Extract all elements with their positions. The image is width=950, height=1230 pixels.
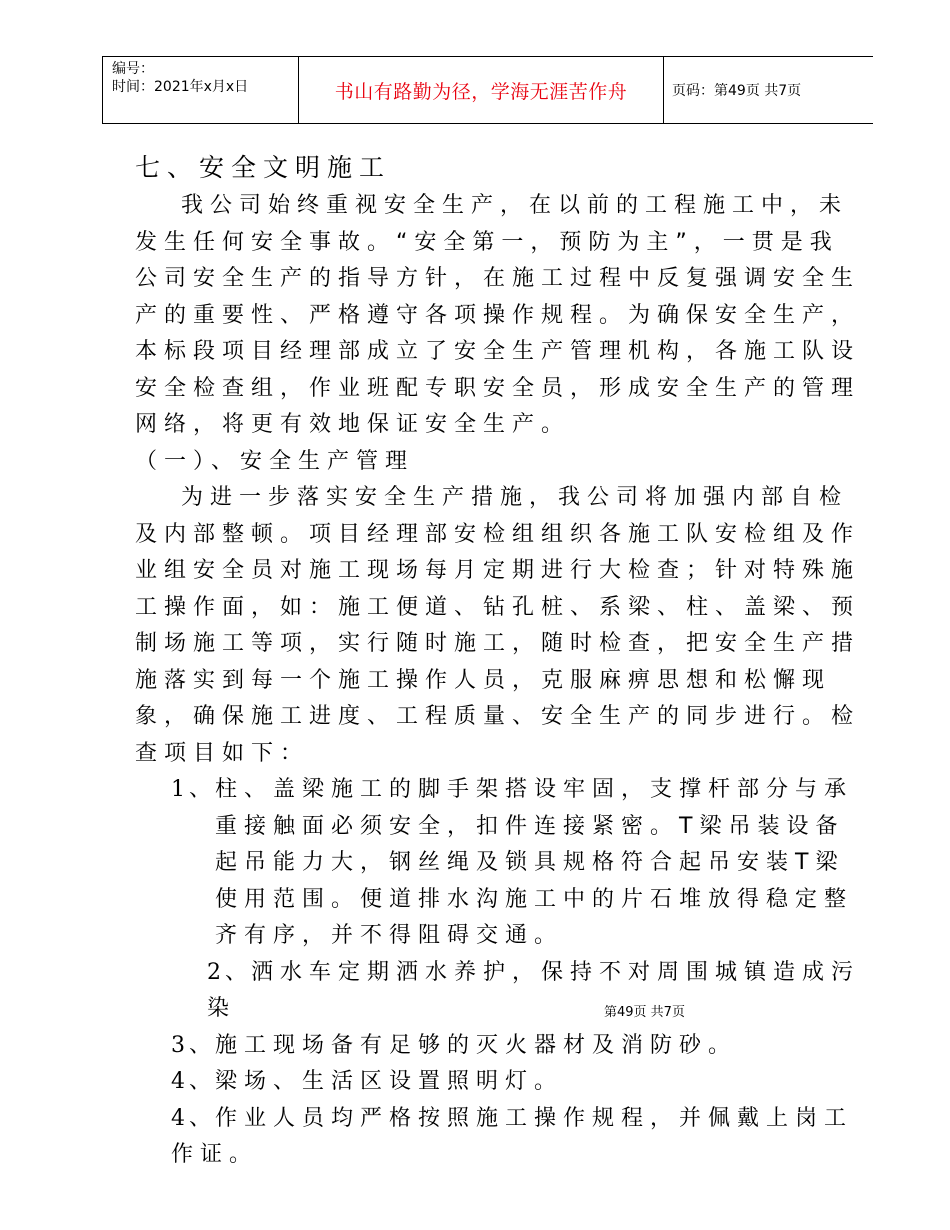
management-paragraph: 为进一步落实安全生产措施，我公司将加强内部自检及内部整顿。项目经理部安检组组织各施工队安检组及作业组安全员对施工现场每月定期进行大检查；针对特殊施工操作面，如：施工便道、钻孔桩、系梁、柱、盖梁、预制场施工等项，实行随时施工，随时检查，把安全生产措施落实到每一个施工操作人员，克服麻痹思想和松懈现象，确保施工进度、工程质量、安全生产的同步进行。检查项目如下： [135, 485, 861, 766]
list-item [135, 772, 860, 955]
list-item-text: 洒水车定期洒水养护，保持不对周围城镇造成污染 [207, 959, 861, 1021]
document-body [135, 148, 860, 1174]
time-label: 时间：2021年x月x日 [112, 79, 249, 95]
list-item-number: 2、 [207, 959, 251, 985]
footer-page-number: 第49页 共7页 [604, 1005, 685, 1020]
section-title: 七、安全文明施工 [135, 153, 392, 182]
code-label: 编号： [112, 61, 154, 77]
header-page-info: 页码：第49页 共7页 [672, 83, 802, 99]
subsection-title: （一）、安全生产管理 [135, 448, 415, 474]
list-item-number: 4、 [171, 1105, 215, 1131]
list-item [135, 1028, 860, 1065]
header-motto: 书山有路勤为径，学海无涯苦作舟 [299, 57, 664, 123]
list-item-number: 1、 [171, 777, 215, 802]
list-item [135, 955, 860, 1028]
list-item [135, 1101, 860, 1174]
list-item-text: 作业人员均严格按照施工操作规程，并佩戴上岗工作证。 [171, 1105, 854, 1167]
list-item-number: 4、 [171, 1069, 215, 1094]
header-table [102, 56, 873, 124]
intro-paragraph: 我公司始终重视安全生产，在以前的工程施工中，未发生任何安全事故。“安全第一，预防为主”，一贯是我公司安全生产的指导方针，在施工过程中反复强调安全生产的重要性、严格遵守各项操作规程。为确保安全生产，本标段项目经理部成立了安全生产管理机构，各施工队设安全检查组，作业班配专职安全员，形成安全生产的管理网络，将更有效地保证安全生产。 [135, 193, 861, 437]
list-item-text: 施工现场备有足够的灭火器材及消防砂。 [215, 1032, 738, 1058]
list-item [135, 1064, 860, 1101]
list-item-number: 3、 [171, 1032, 215, 1058]
list-item-text: 梁场、生活区设置照明灯。 [215, 1069, 564, 1094]
header-meta [103, 57, 299, 123]
list-item-text: 柱、盖梁施工的脚手架搭设牢固，支撑杆部分与承重接触面必须安全，扣件连接紧密。T梁吊装设备起吊能力大，钢丝绳及锁具规格符合起吊安装T梁使用范围。便道排水沟施工中的片石堆放得稳定整齐有序，并不得阻碍交通。 [215, 777, 854, 948]
